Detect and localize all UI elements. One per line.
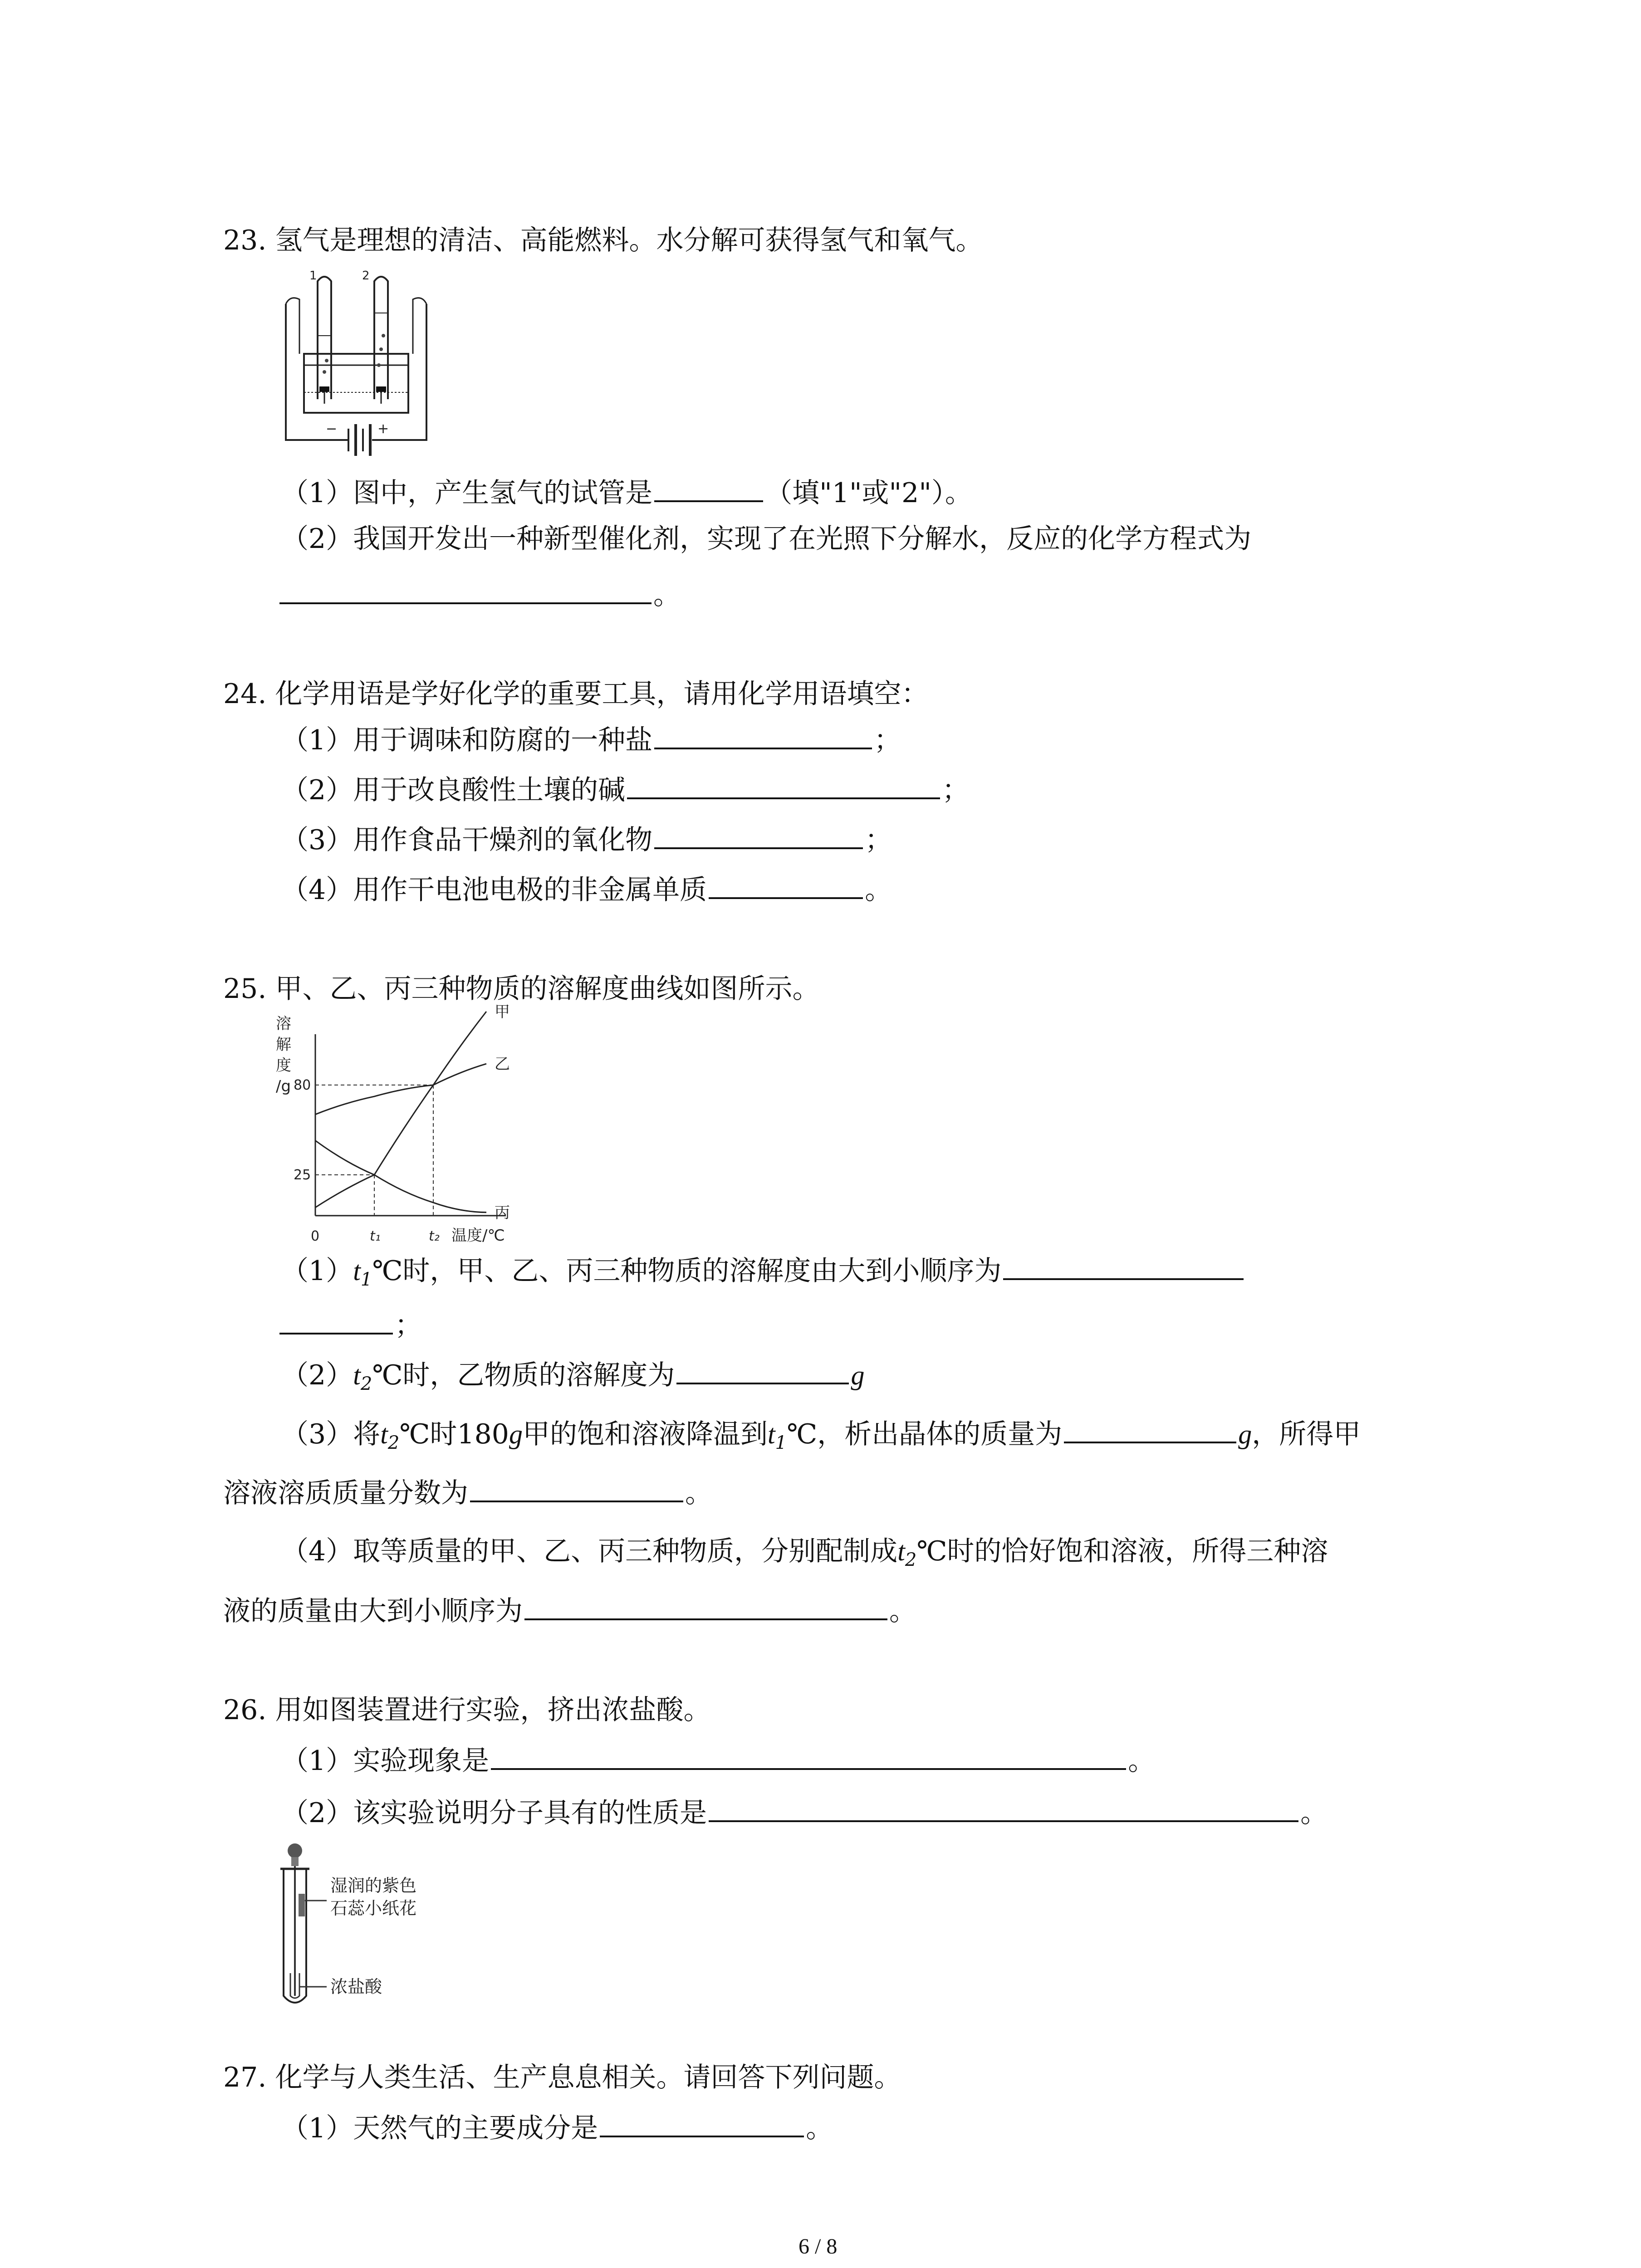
q27-stem: 27. 化学与人类生活、生产息息相关。请回答下列问题。 [223, 2062, 901, 2093]
answer-blank[interactable] [470, 1474, 683, 1502]
y-axis-label-char: 解 [276, 1036, 291, 1054]
answer-blank[interactable] [279, 576, 652, 604]
q24-item-4: （4）用作干电池电极的非金属单质 。 [281, 871, 892, 908]
answer-blank[interactable] [654, 474, 763, 502]
tube-2-label: 2 [362, 269, 370, 283]
series-line-甲 [315, 1012, 486, 1207]
answer-blank[interactable] [654, 821, 863, 849]
series-line-乙 [315, 1064, 486, 1114]
answer-blank[interactable] [627, 771, 940, 799]
tube-1-label: 1 [309, 269, 317, 283]
q24-item-3: （3）用作食品干燥剂的氧化物 ； [281, 821, 892, 858]
answer-blank[interactable] [524, 1592, 887, 1620]
q25-part3: （3）将$t_2℃$时180g甲的饱和溶液降温到$t_1℃$，析出晶体的质量为 g，所得甲 [281, 1415, 1361, 1461]
q26-part1: （1）实验现象是 。 [281, 1742, 1155, 1779]
hcl-label: 浓盐酸 [330, 1977, 382, 1997]
q23-stem: 23. 氢气是理想的清洁、高能燃料。水分解可获得氢气和氧气。 [223, 225, 983, 256]
q23-part1: （1）图中，产生氢气的试管是 （填"1"或"2"）。 [281, 474, 972, 511]
x-tick-label: t₂ [429, 1228, 440, 1244]
minus-label: − [326, 421, 338, 437]
q23-part2-answer: 。 [278, 576, 681, 613]
y-axis-label-char: 度 [276, 1056, 291, 1075]
solubility-chart [272, 1003, 535, 1252]
electrolysis-apparatus-figure [272, 268, 463, 458]
series-line-丙 [315, 1140, 486, 1212]
page-number: 6 / 8 [798, 2234, 838, 2258]
answer-blank[interactable] [676, 1356, 849, 1384]
q25-part4-cont: 液的质量由大到小顺序为 。 [223, 1592, 916, 1629]
q25-part4: （4）取等质量的甲、乙、丙三种物质，分别配制成$t_2℃$时的恰好饱和溶液，所得三种溶 [281, 1535, 1328, 1570]
q23-part2: （2）我国开发出一种新型催化剂，实现了在光照下分解水，反应的化学方程式为 [281, 523, 1252, 555]
answer-blank[interactable] [279, 1306, 393, 1334]
answer-blank[interactable] [654, 721, 872, 749]
q25-part3-cont: 溶液溶质质量分数为 。 [223, 1474, 712, 1511]
series-label-甲: 甲 [495, 1003, 510, 1021]
answer-blank[interactable] [709, 1794, 1298, 1822]
q26-part2: （2）该实验说明分子具有的性质是 。 [281, 1794, 1327, 1831]
x-tick-label: 0 [311, 1228, 320, 1244]
test-tube-figure [272, 1842, 508, 2014]
answer-blank[interactable] [709, 871, 863, 899]
y-tick-label: 80 [294, 1077, 311, 1093]
y-tick-label: 25 [294, 1167, 311, 1183]
y-axis-label-char: 溶 [276, 1015, 291, 1033]
series-label-乙: 乙 [495, 1055, 510, 1074]
x-axis-label: 温度/℃ [451, 1227, 505, 1245]
q25-part1: $(1)t_1℃$时，甲、乙、丙三种物质的溶解度由大到小顺序为 [281, 1252, 1245, 1298]
answer-blank[interactable] [600, 2109, 804, 2137]
q24-item-1: （1）用于调味和防腐的一种盐 ； [281, 721, 901, 758]
answer-blank[interactable] [1003, 1252, 1244, 1280]
litmus-label-line2: 石蕊小纸花 [330, 1898, 417, 1918]
answer-blank[interactable] [491, 1742, 1126, 1770]
q25-part2: $(2)t_2℃$时，乙物质的溶解度为 g [281, 1356, 864, 1402]
q27-part1: （1）天然气的主要成分是 。 [281, 2109, 833, 2146]
plus-label: + [377, 421, 389, 437]
litmus-label-line1: 湿润的紫色 [330, 1876, 417, 1896]
q25-part1-cont: ； [278, 1306, 422, 1344]
q24-stem: 24. 化学用语是学好化学的重要工具，请用化学用语填空： [223, 678, 929, 710]
q25-stem: 25. 甲、乙、丙三种物质的溶解度曲线如图所示。 [223, 973, 820, 1005]
answer-blank[interactable] [1064, 1415, 1236, 1443]
q26-stem: 26. 用如图装置进行实验，挤出浓盐酸。 [223, 1694, 711, 1726]
y-axis-label-char: /g [276, 1077, 291, 1095]
series-label-丙: 丙 [495, 1203, 510, 1222]
q24-item-2: （2）用于改良酸性土壤的碱 ； [281, 771, 969, 808]
x-tick-label: t₁ [370, 1228, 381, 1244]
